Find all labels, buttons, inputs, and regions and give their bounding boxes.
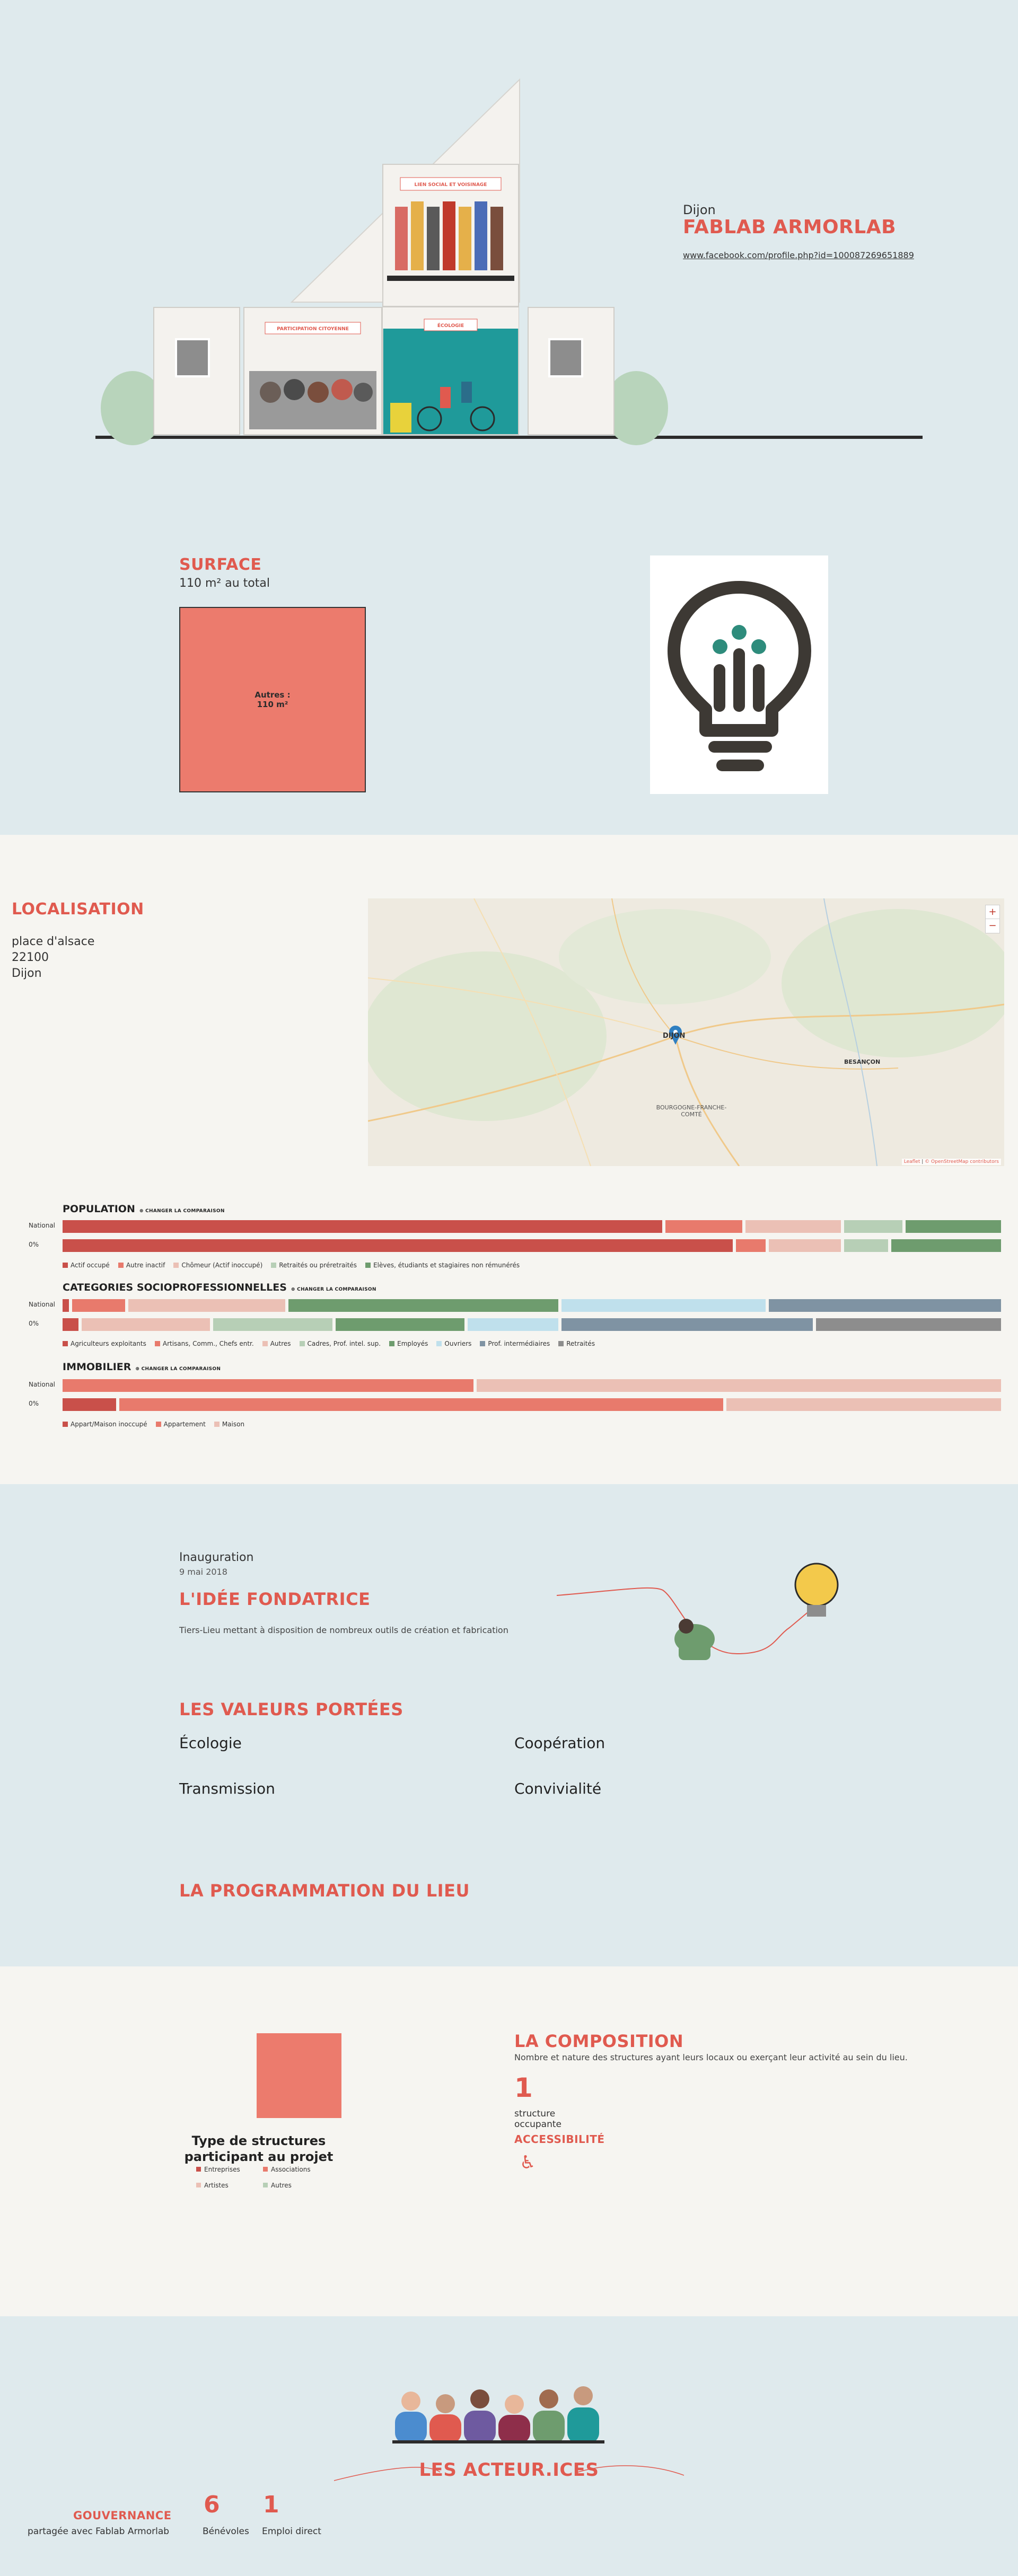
csp-change-comparison[interactable]: ⊕ CHANGER LA COMPARAISON [291,1287,376,1292]
legend-item: Cadres, Prof. intel. sup. [300,1340,381,1347]
bar-segment[interactable] [736,1239,766,1252]
immobilier-national-label: National [29,1381,56,1388]
structure-count: 1 [514,2072,533,2103]
bar-segment[interactable] [816,1318,1001,1331]
bar-segment[interactable] [745,1220,841,1233]
emplois-label: Emploi direct [262,2526,321,2537]
bar-segment[interactable] [844,1239,888,1252]
structure-count-label: structure occupante [514,2109,561,2130]
value-item: Transmission [179,1780,275,1797]
pie-legend-item: Associations [263,2166,311,2173]
house-label-participation: PARTICIPATION CITOYENNE [277,327,349,332]
location-map[interactable] [368,898,1004,1166]
structure-type-title: Type de structures participant au projet [184,2133,334,2164]
csp-local-label: 0% [29,1320,39,1327]
bar-segment[interactable] [477,1379,1001,1392]
legend-item: Elèves, étudiants et stagiaires non rémunérés [365,1261,520,1269]
bar-segment[interactable] [769,1299,1001,1312]
legend-item: Employés [389,1340,428,1347]
osm-link[interactable]: © OpenStreetMap contributors [925,1159,999,1165]
place-logo [650,555,828,794]
address-city: Dijon [12,967,42,980]
hero-section [0,0,1018,504]
immobilier-title-text: IMMOBILIER [63,1361,131,1373]
bar-segment[interactable] [665,1220,742,1233]
bar-segment[interactable] [63,1299,69,1312]
accessibility-title: ACCESSIBILITÉ [514,2133,605,2146]
bar-segment[interactable] [844,1220,902,1233]
map-attribution: Leaflet | © OpenStreetMap contributors [902,1159,1001,1165]
surface-section [0,504,1018,835]
bar-segment[interactable] [72,1299,126,1312]
bar-segment[interactable] [769,1239,841,1252]
pie-legend-item: Artistes [196,2182,229,2189]
bar-segment[interactable] [906,1220,1001,1233]
bar-segment[interactable] [119,1398,724,1411]
immobilier-national-bar [63,1379,1004,1392]
csp-title-text: CATEGORIES SOCIOPROFESSIONNELLES [63,1282,287,1293]
bar-segment[interactable] [561,1299,766,1312]
population-chart-title [63,1203,225,1215]
legend-item: Artisans, Comm., Chefs entr. [155,1340,254,1347]
bar-segment[interactable] [63,1379,473,1392]
map-tiles [368,898,1004,1166]
acteurs-section [0,2316,1018,2576]
surface-cell-label: Autres : [254,690,291,700]
legend-item: Retraités ou préretraités [271,1261,357,1269]
zoom-in-button[interactable]: + [986,905,999,919]
value-item: Convivialité [514,1780,602,1797]
address-block [12,934,94,982]
bar-segment[interactable] [63,1398,116,1411]
legend-item: Retraités [558,1340,595,1347]
house-label-ecologie: ÉCOLOGIE [437,323,464,329]
idee-text: Tiers-Lieu mettant à disposition de nombreux outils de création et fabrication [179,1625,508,1635]
legend-item: Ouvriers [436,1340,471,1347]
gouvernance-title: GOUVERNANCE [73,2509,172,2522]
legend-item: Maison [214,1421,244,1428]
structure-type-chart [257,2033,341,2118]
csp-chart-title [63,1282,376,1293]
immobilier-change-comparison[interactable]: ⊕ CHANGER LA COMPARAISON [135,1366,221,1372]
pie-legend-item: Autres [263,2182,292,2189]
lightbulb-logo-icon [650,555,828,794]
value-item: Coopération [514,1734,605,1752]
bar-segment[interactable] [128,1299,285,1312]
bar-segment[interactable] [468,1318,559,1331]
zoom-out-button[interactable]: − [988,920,997,931]
bar-segment[interactable] [82,1318,210,1331]
benevoles-label: Bénévoles [203,2526,249,2537]
surface-total: 110 m² au total [179,577,270,590]
inauguration-date: 9 mai 2018 [179,1567,227,1577]
house-illustration [90,74,928,456]
csp-local-bar [63,1318,1004,1331]
programmation-title: LA PROGRAMMATION DU LIEU [179,1881,470,1901]
bar-segment[interactable] [213,1318,332,1331]
legend-item: Autres [262,1340,291,1347]
population-national-label: National [29,1222,56,1229]
population-local-bar [63,1239,1004,1252]
surface-title: SURFACE [179,555,262,574]
idee-title: L'IDÉE FONDATRICE [179,1589,371,1609]
gouvernance-subtitle: partagée avec Fablab Armorlab [28,2526,170,2537]
composition-subtitle: Nombre et nature des structures ayant leurs locaux ou exerçant leur activité au sein du lieu. [514,2052,908,2062]
population-local-label: 0% [29,1241,39,1248]
inauguration-label: Inauguration [179,1551,254,1564]
population-national-bar [63,1220,1004,1233]
idee-section [0,1484,1018,1966]
bar-segment[interactable] [288,1299,558,1312]
bar-segment[interactable] [63,1220,662,1233]
legend-item: Appart/Maison inoccupé [63,1421,147,1428]
immobilier-local-label: 0% [29,1400,39,1407]
legend-item: Prof. intermédiaires [480,1340,550,1347]
acteurs-title: LES ACTEUR.ICES [419,2459,599,2481]
map-marker-label: DIJON [663,1032,686,1040]
value-item: Écologie [179,1734,242,1752]
bar-segment[interactable] [63,1239,733,1252]
people-group-illustration [392,2380,626,2443]
legend-item: Actif occupé [63,1261,110,1269]
leaflet-link[interactable]: Leaflet [903,1159,920,1165]
csp-national-bar [63,1299,1004,1312]
bar-segment[interactable] [726,1398,1001,1411]
legend-item: Chômeur (Actif inoccupé) [173,1261,262,1269]
bar-segment[interactable] [891,1239,1001,1252]
immobilier-chart-title [63,1361,221,1373]
bar-segment[interactable] [561,1318,813,1331]
composition-section [0,1966,1018,2316]
immobilier-local-bar [63,1398,1004,1411]
bar-segment[interactable] [336,1318,464,1331]
immobilier-legend [63,1421,253,1428]
population-legend [63,1261,528,1269]
bar-segment[interactable] [63,1318,78,1331]
address-street: place d'alsace [12,935,95,948]
place-name: FABLAB ARMORLAB [683,216,897,238]
legend-item: Appartement [156,1421,206,1428]
population-change-comparison[interactable]: ⊕ CHANGER LA COMPARAISON [139,1208,225,1214]
lightbulb-person-illustration [557,1548,854,1675]
house-label-lien: LIEN SOCIAL ET VOISINAGE [414,182,487,188]
values-title: LES VALEURS PORTÉES [179,1699,403,1719]
benevoles-count: 6 [204,2491,220,2518]
address-postcode: 22100 [12,951,49,964]
composition-title: LA COMPOSITION [514,2031,684,2051]
localisation-title: LOCALISATION [12,900,144,919]
legend-item: Autre inactif [118,1261,165,1269]
surface-cell-value: 110 m² [257,700,288,709]
csp-legend [63,1340,603,1347]
csp-national-label: National [29,1301,56,1308]
map-besancon-label: BESANÇON [844,1058,881,1065]
wheelchair-icon: ♿ [520,2152,536,2173]
map-region-label: BOURGOGNE-FRANCHE-COMTÉ [656,1104,727,1118]
population-title-text: POPULATION [63,1203,135,1215]
facebook-link[interactable]: www.facebook.com/profile.php?id=100087269651889 [683,250,914,260]
map-zoom-control [985,905,1000,933]
emplois-count: 1 [263,2491,279,2518]
surface-treemap-cell [179,607,366,792]
pie-legend-item: Entreprises [196,2166,240,2173]
place-city: Dijon [683,202,716,217]
legend-item: Agriculteurs exploitants [63,1340,146,1347]
